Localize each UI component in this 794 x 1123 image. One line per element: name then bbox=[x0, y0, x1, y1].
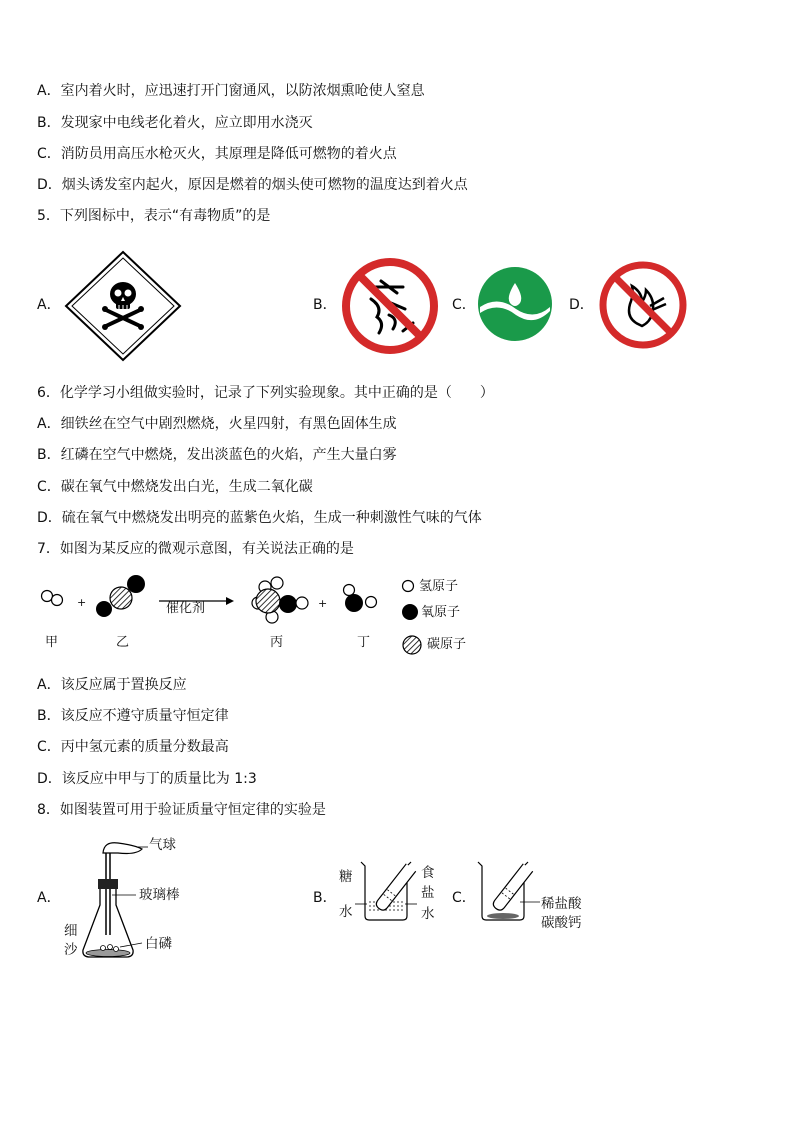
molecule-yi bbox=[96, 575, 145, 617]
q7-option-a: A．该反应属于置换反应 bbox=[37, 677, 187, 693]
name-ding: 丁 bbox=[357, 635, 371, 650]
legend-hydrogen: 氢原子 bbox=[419, 579, 459, 594]
salt-label-1: 食 bbox=[421, 865, 435, 881]
q5-label-b: B． bbox=[313, 297, 337, 313]
q4-option-a: A．室内着火时，应迅速打开门窗通风，以防浓烟熏呛使人窒息 bbox=[37, 83, 425, 99]
calcium-carbonate-label: 碳酸钙 bbox=[541, 915, 582, 931]
no-smoking-sign-icon bbox=[341, 257, 439, 355]
q8-label-c: C． bbox=[452, 890, 476, 906]
name-jia: 甲 bbox=[45, 635, 59, 650]
water-saving-icon bbox=[476, 265, 554, 343]
q5-label-d: D． bbox=[569, 297, 594, 313]
q8-stem: 8．如图装置可用于验证质量守恒定律的实验是 bbox=[37, 802, 326, 818]
q4-option-c: C．消防员用高压水枪灭火，其原理是降低可燃物的着火点 bbox=[37, 146, 397, 162]
molecule-ding bbox=[344, 585, 377, 613]
q6-option-a: A．细铁丝在空气中剧烈燃烧，火星四射，有黑色固体生成 bbox=[37, 416, 397, 432]
q7-option-d: D．该反应中甲与丁的质量比为 1:3 bbox=[37, 771, 257, 787]
legend-oxygen: 氧原子 bbox=[421, 605, 461, 620]
q6-option-b: B．红磷在空气中燃烧，发出淡蓝色的火焰，产生大量白雾 bbox=[37, 447, 397, 463]
q5-stem: 5．下列图标中，表示“有毒物质”的是 bbox=[37, 208, 271, 224]
reaction-diagram bbox=[36, 570, 476, 660]
q6-option-d: D．硫在氧气中燃烧发出明亮的蓝紫色火焰，生成一种刺激性气味的气体 bbox=[37, 510, 482, 526]
q8-label-b: B． bbox=[313, 890, 337, 906]
sugar-label: 糖 bbox=[339, 869, 353, 885]
legend-carbon: 碳原子 bbox=[427, 637, 467, 652]
q7-stem: 7．如图为某反应的微观示意图，有关说法正确的是 bbox=[37, 541, 354, 557]
q7-option-c: C．丙中氢元素的质量分数最高 bbox=[37, 739, 229, 755]
plus-sign-2: + bbox=[318, 597, 328, 610]
catalyst-label: 催化剂 bbox=[166, 601, 206, 616]
white-phosphorus-label: 白磷 bbox=[145, 936, 172, 952]
water-label-1: 水 bbox=[339, 904, 353, 920]
q4-option-d: D．烟头诱发室内起火，原因是燃着的烟头使可燃物的温度达到着火点 bbox=[37, 177, 468, 193]
balloon-label: 气球 bbox=[149, 837, 176, 853]
q7-option-b: B．该反应不遵守质量守恒定律 bbox=[37, 708, 229, 724]
q5-label-c: C． bbox=[452, 297, 476, 313]
dilute-hcl-label: 稀盐酸 bbox=[541, 896, 582, 912]
sand-label: 沙 bbox=[64, 942, 78, 958]
beaker-acid-carbonate bbox=[476, 858, 546, 928]
no-open-flame-sign-icon bbox=[598, 260, 688, 350]
name-bing: 丙 bbox=[270, 635, 284, 650]
q5-label-a: A． bbox=[37, 297, 61, 313]
molecule-jia bbox=[42, 591, 63, 606]
q4-option-b: B．发现家中电线老化着火，应立即用水浇灭 bbox=[37, 115, 313, 131]
q6-option-c: C．碳在氧气中燃烧发出白光，生成二氧化碳 bbox=[37, 479, 313, 495]
q8-label-a: A． bbox=[37, 890, 61, 906]
glass-rod-label: 玻璃棒 bbox=[139, 887, 180, 903]
molecule-bing bbox=[252, 577, 308, 623]
plus-sign: + bbox=[77, 596, 87, 609]
q6-stem: 6．化学学习小组做实验时，记录了下列实验现象。其中正确的是（ ） bbox=[37, 385, 494, 401]
fine-label: 细 bbox=[64, 923, 78, 939]
water-label-2: 水 bbox=[421, 906, 435, 922]
beaker-sugar-salt bbox=[355, 858, 430, 928]
toxic-diamond-icon bbox=[64, 250, 182, 362]
salt-label-2: 盐 bbox=[421, 885, 435, 901]
name-yi: 乙 bbox=[116, 635, 130, 650]
